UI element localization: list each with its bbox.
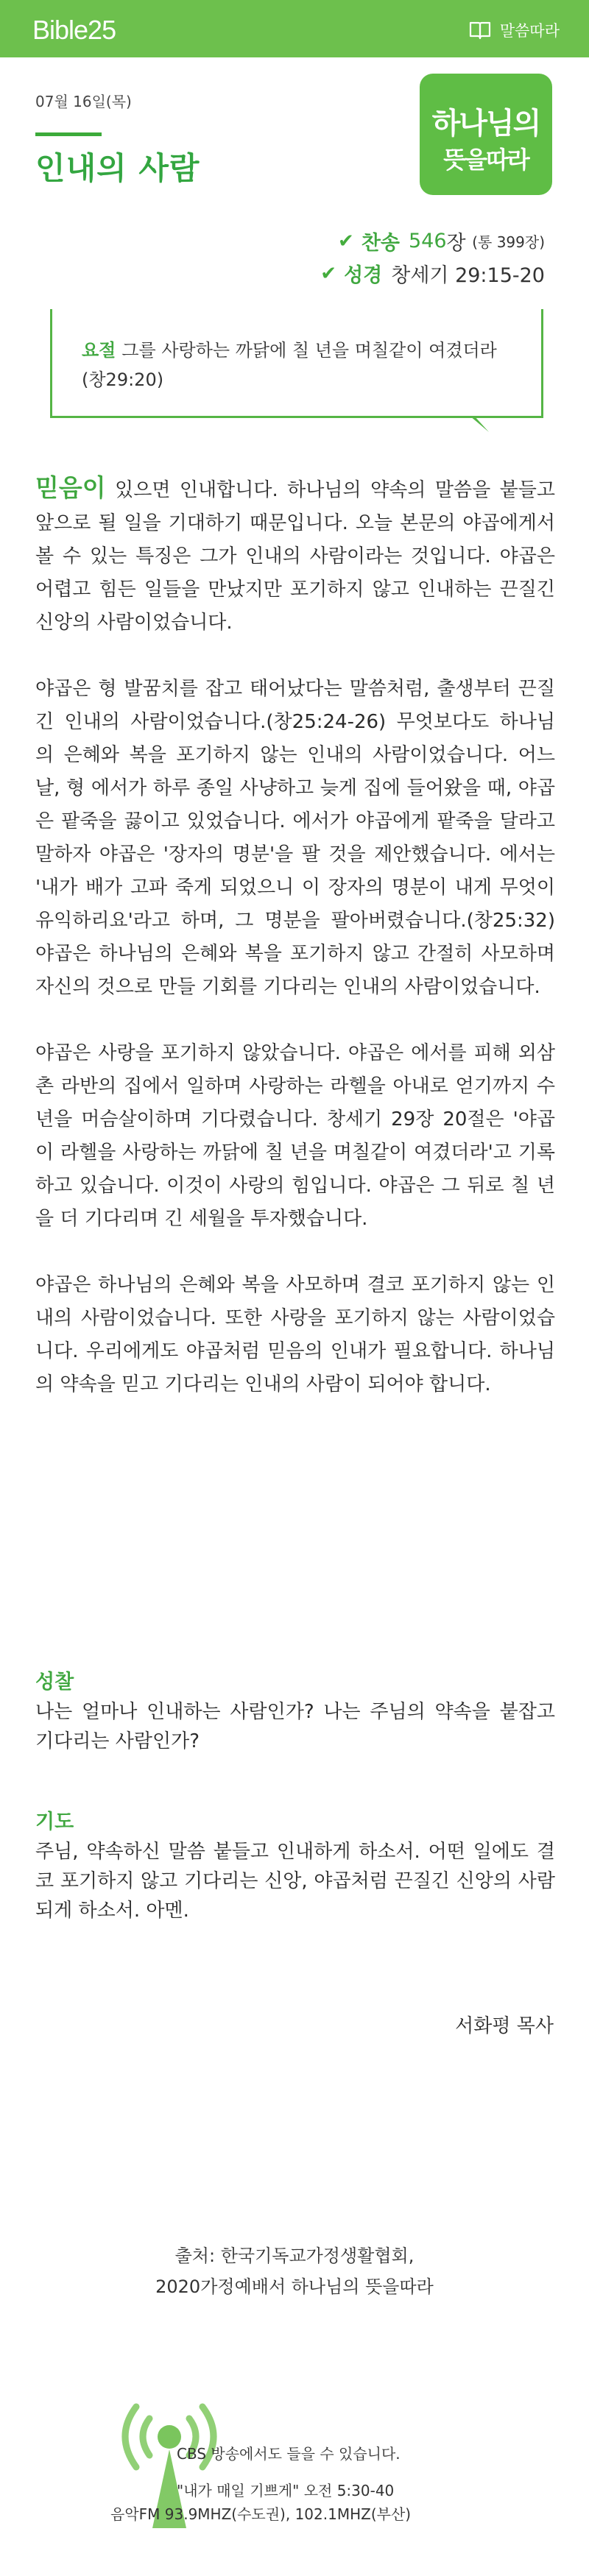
scripture-info bbox=[320, 259, 545, 288]
body-paragraph-4: 야곱은 하나님의 은혜와 복을 사모하며 결코 포기하지 않는 인내의 사람이었습니다. 또한 사랑을 포기하지 않는 사람이었습니다. 우리에게도 야곱처럼 믿음의 인내가 필요합니다. 하나님의 약속을 믿고 기다리는 인내의 사람이 되어야 합니다. bbox=[35, 1274, 555, 1395]
broadcast-line-2: "내가 매일 기쁘게" 오전 5:30-40 bbox=[177, 2482, 395, 2499]
check-icon: ✔ bbox=[338, 230, 354, 252]
source-line-2: 2020가정예배서 하나님의 뜻을따라 bbox=[155, 2276, 434, 2297]
body-paragraph-2: 야곱은 형 발꿈치를 잡고 태어났다는 말씀처럼, 출생부터 끈질긴 인내의 사람이었습니다.(창25:24-26) 무엇보다도 하나님의 은혜와 복을 포기하지 않는 인내의 사람이었습니다. 어느 날, 형 에서가 하루 종일 사냥하고 늦게 집에 들어왔을 때, 야곱은 팥죽을 끓이고 있었습니다. 에서가 야곱에게 팥죽을 달라고 말하자 야곱은 '장자의 명분'을 팔 것을 제안했습니다. 에서는 '내가 배가 고파 죽게 되었으니 이 장자의 명분이 내게 무엇이 유익하리요'라고 하며, 그 명분을 팔아버렸습니다.(창25:32) 야곱은 하나님의 은혜와 복을 포기하지 않고 간절히 사모하며 자신의 것으로 만들 기회를 기다리는 인내의 사람이었습니다. bbox=[35, 678, 555, 998]
scripture-menu-link[interactable] bbox=[469, 19, 560, 41]
key-verse-box bbox=[50, 319, 543, 418]
title-accent-bar bbox=[35, 132, 102, 136]
body-paragraph-1: 있으면 인내합니다. 하나님의 약속의 말씀을 붙들고 앞으로 될 일을 기대하기 때문입니다. 오늘 본문의 야곱에게서 볼 수 있는 특징은 그가 인내의 사람이라는 것입니다. 야곱은 어렵고 힘든 일들을 만났지만 포기하지 않고 인내하는 끈질긴 신앙의 사람이었습니다. bbox=[35, 479, 555, 634]
broadcast-info bbox=[0, 2385, 589, 2561]
hymn-suffix: 장 bbox=[446, 232, 466, 255]
book-icon bbox=[469, 21, 491, 40]
series-logo bbox=[420, 74, 552, 195]
key-verse-label: 요절 bbox=[82, 340, 116, 361]
reflection-heading: 성찰 bbox=[35, 1671, 74, 1694]
body-lead-word: 믿음이 bbox=[35, 473, 106, 502]
reflection-section bbox=[35, 1668, 555, 1756]
speech-tail-icon bbox=[464, 416, 490, 434]
hymn-info bbox=[338, 227, 545, 255]
series-logo-line1: 하나님의 bbox=[431, 106, 540, 141]
source-line-1: 출처: 한국기독교가정생활협회, bbox=[174, 2246, 415, 2266]
hymn-unified-number: (통 399장) bbox=[472, 233, 545, 251]
prayer-text: 주님, 약속하신 말씀 붙들고 인내하게 하소서. 어떤 일에도 결코 포기하지 않고 기다리는 신앙, 야곱처럼 끈질긴 신앙의 사람 되게 하소서. 아멘. bbox=[35, 1841, 555, 1922]
hymn-number: 546 bbox=[408, 230, 447, 252]
check-icon: ✔ bbox=[320, 262, 337, 285]
prayer-heading: 기도 bbox=[35, 1811, 74, 1833]
key-verse-text: 그를 사랑하는 까닭에 칠 년을 며칠같이 여겼더라(창29:20) bbox=[82, 340, 497, 390]
body-paragraph-3: 야곱은 사랑을 포기하지 않았습니다. 야곱은 에서를 피해 외삼촌 라반의 집에서 일하며 사랑하는 라헬을 아내로 얻기까지 수 년을 머슴살이하며 기다렸습니다. 창세기 29장 20절은 '야곱이 라헬을 사랑하는 까닭에 칠 년을 며칠같이 여겼더라'고 기록하고 있습니다. 이것이 사랑의 힘입니다. 야곱은 그 뒤로 칠 년을 더 기다리며 긴 세월을 투자했습니다. bbox=[35, 1042, 555, 1230]
hymn-label: 찬송 bbox=[361, 232, 400, 255]
devotion-body bbox=[35, 471, 555, 1434]
devotion-date: 07월 16일(목) bbox=[35, 93, 132, 110]
scripture-label: 성경 bbox=[344, 264, 383, 287]
reflection-text: 나는 얼마나 인내하는 사람인가? 나는 주님의 약속을 붙잡고 기다리는 사람인가? bbox=[35, 1701, 555, 1752]
scripture-reference: 창세기 29:15-20 bbox=[391, 264, 545, 287]
body-paragraph bbox=[35, 471, 555, 640]
prayer-section bbox=[35, 1808, 555, 1925]
scripture-menu-label: 말씀따라 bbox=[499, 22, 560, 40]
series-logo-line2: 뜻을따라 bbox=[443, 146, 529, 174]
broadcast-line-3: 음악FM 93.9MHZ(수도권), 102.1MHZ(부산) bbox=[110, 2505, 412, 2523]
top-bar bbox=[0, 0, 589, 57]
broadcast-line-1: CBS 방송에서도 들을 수 있습니다. bbox=[177, 2445, 401, 2463]
source-credit bbox=[0, 2240, 589, 2302]
author-name: 서화평 목사 bbox=[455, 2015, 554, 2037]
page-title: 인내의 사람 bbox=[35, 150, 200, 186]
brand-logo[interactable]: Bible25 bbox=[32, 15, 116, 45]
